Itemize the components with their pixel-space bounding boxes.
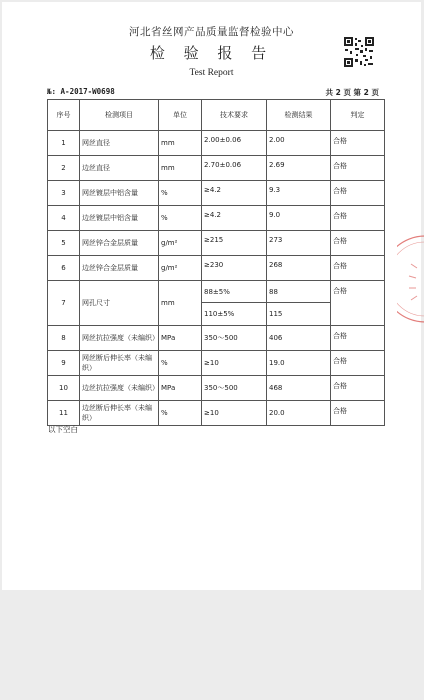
table-row [48,181,385,206]
row-verdict: 合格 [331,281,385,326]
header-no: 序号 [48,100,80,131]
row-result: 468 [267,376,331,401]
table-row [48,401,385,426]
row-result: 20.0 [267,401,331,426]
results-table [47,99,385,426]
row-no: 10 [48,376,80,401]
row-verdict: 合格 [331,351,385,376]
row-requirement: ≥10 [202,401,267,426]
row-requirement: ≥230 [202,256,267,281]
row-result-2: 115 [267,303,331,326]
red-seal-icon [397,234,424,324]
row-result: 88 [267,281,331,303]
table-header-row [48,100,385,131]
page-info: 共 2 页 第 2 页 [325,88,379,97]
row-requirement: ≥215 [202,231,267,256]
row-result: 268 [267,256,331,281]
row-verdict: 合格 [331,231,385,256]
row-item: 网丝抗拉强度（未编织） [80,326,159,351]
table-row [48,351,385,376]
row-item: 网丝直径 [80,131,159,156]
table-row [48,156,385,181]
table-row [48,131,385,156]
row-requirement: ≥4.2 [202,181,267,206]
row-verdict: 合格 [331,326,385,351]
row-result: 406 [267,326,331,351]
header-result: 检测结果 [267,100,331,131]
row-item: 边丝抗拉强度（未编织） [80,376,159,401]
row-requirement: 350～500 [202,376,267,401]
row-no: 6 [48,256,80,281]
row-verdict: 合格 [331,376,385,401]
org-name: 河北省丝网产品质量监督检验中心 [129,26,294,38]
row-no: 5 [48,231,80,256]
row-unit: MPa [159,376,202,401]
row-requirement-2: 110±5% [202,303,267,326]
table-row [48,281,385,303]
qr-code-icon [343,36,375,68]
row-verdict: 合格 [331,131,385,156]
row-result: 9.3 [267,181,331,206]
row-no: 2 [48,156,80,181]
row-result: 2.00 [267,131,331,156]
row-no: 9 [48,351,80,376]
header-verdict: 判定 [331,100,385,131]
row-result: 273 [267,231,331,256]
row-unit: mm [159,281,202,326]
table-row [48,206,385,231]
row-unit: % [159,181,202,206]
row-no: 8 [48,326,80,351]
row-requirement: 2.00±0.06 [202,131,267,156]
row-item: 边丝锌合金层质量 [80,256,159,281]
row-requirement: 350～500 [202,326,267,351]
row-item: 边丝镀层中铝含量 [80,206,159,231]
report-number: №: A-2017-W0698 [47,87,115,96]
row-no: 3 [48,181,80,206]
row-unit: % [159,351,202,376]
header-unit: 单位 [159,100,202,131]
row-item: 边丝断后伸长率（未编织） [80,401,159,426]
row-result: 2.69 [267,156,331,181]
header-requirement: 技术要求 [202,100,267,131]
row-verdict: 合格 [331,401,385,426]
row-item: 网丝镀层中铝含量 [80,181,159,206]
row-unit: % [159,401,202,426]
footer-note: 以下空白 [48,425,78,434]
report-page [2,2,421,590]
table-row [48,256,385,281]
row-requirement: ≥10 [202,351,267,376]
row-requirement: 2.70±0.06 [202,156,267,181]
row-item: 网丝断后伸长率（未编织） [80,351,159,376]
row-no: 4 [48,206,80,231]
row-no: 11 [48,401,80,426]
row-unit: % [159,206,202,231]
row-unit: mm [159,156,202,181]
row-unit: MPa [159,326,202,351]
row-verdict: 合格 [331,206,385,231]
table-row [48,376,385,401]
row-verdict: 合格 [331,256,385,281]
row-verdict: 合格 [331,156,385,181]
row-unit: mm [159,131,202,156]
table-row [48,231,385,256]
row-result: 19.0 [267,351,331,376]
row-no: 1 [48,131,80,156]
row-unit: g/m² [159,256,202,281]
report-subtitle: Test Report [189,68,234,78]
table-row [48,326,385,351]
row-unit: g/m² [159,231,202,256]
header-item: 检测项目 [80,100,159,131]
row-item: 网孔尺寸 [80,281,159,326]
row-result: 9.0 [267,206,331,231]
row-item: 边丝直径 [80,156,159,181]
row-no: 7 [48,281,80,326]
row-item: 网丝锌合金层质量 [80,231,159,256]
row-requirement: 88±5% [202,281,267,303]
row-requirement: ≥4.2 [202,206,267,231]
row-verdict: 合格 [331,181,385,206]
report-title: 检 验 报 告 [149,44,274,62]
